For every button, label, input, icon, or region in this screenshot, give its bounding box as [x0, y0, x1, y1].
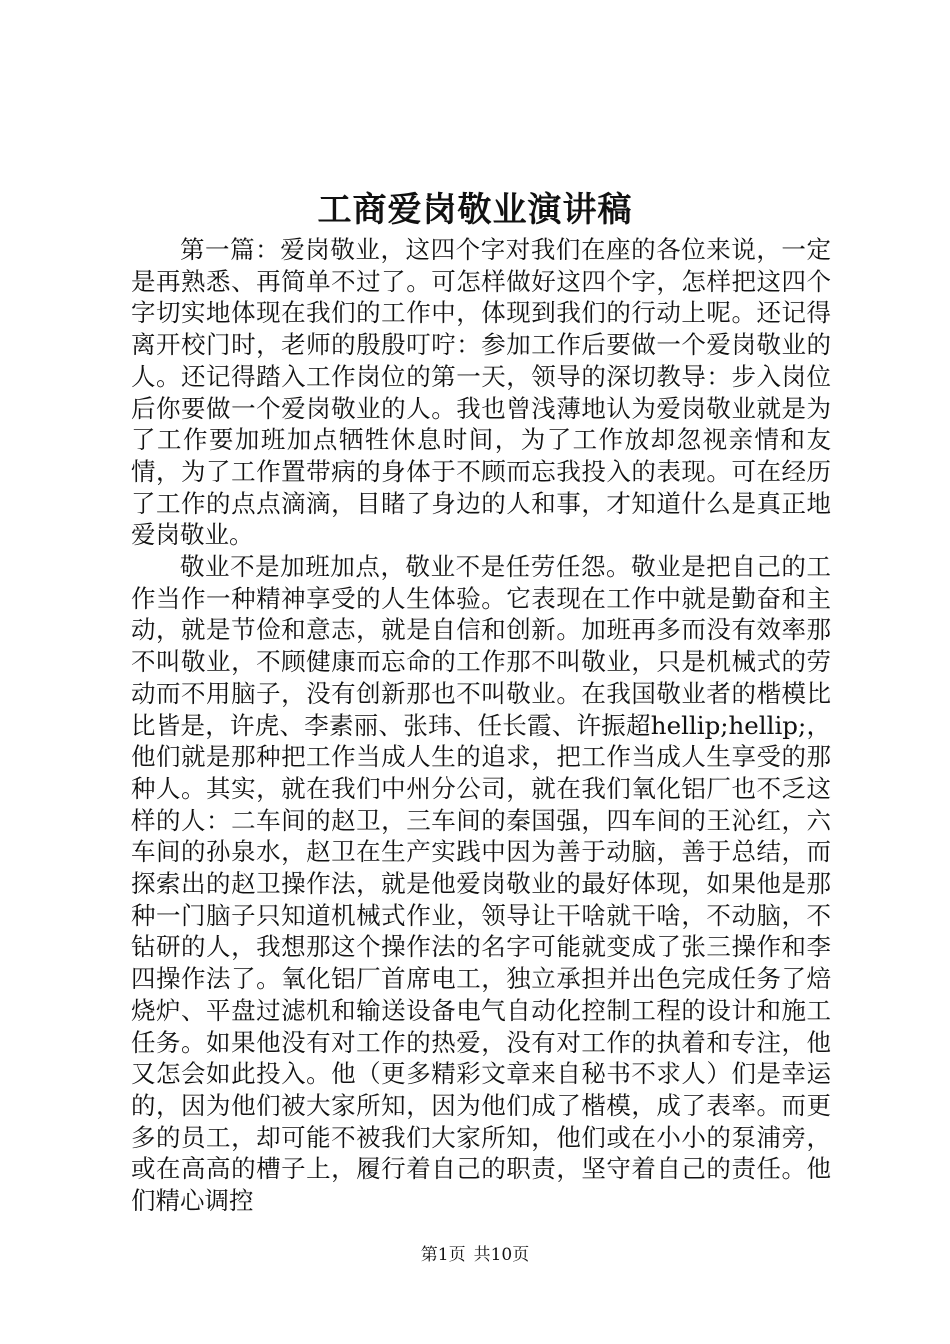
- document-title: 工商爱岗敬业演讲稿: [317, 190, 633, 230]
- page-number: 第1页: [420, 1245, 466, 1265]
- page-footer: [0, 1243, 950, 1267]
- page-count: 共10页: [473, 1245, 530, 1265]
- paragraph-2: 敬业不是加班加点，敬业不是任劳任怨。敬业是把自己的工作当作一种精神享受的人生体验。它表现在工作中就是勤奋和主动，就是节俭和意志，就是自信和创新。加班再多而没有效率那不叫敬业，不顾健康而忘命的工作那不叫敬业，只是机械式的劳动而不用脑子，没有创新那也不叫敬业。在我国敬业者的楷模比比皆是，许虎、李素丽、张玮、任长霞、许振超hellip;hellip;，他们就是那种把工作当成人生的追求，把工作当成人生享受的那种人。其实，就在我们中州分公司，就在我们氧化铝厂也不乏这样的人：二车间的赵卫，三车间的秦国强，四车间的王沁红，六车间的孙泉水，赵卫在生产实践中因为善于动脑，善于总结，而探索出的赵卫操作法，就是他爱岗敬业的最好体现，如果他是那种一门脑子只知道机械式作业，领导让干啥就干啥，不动脑，不钻研的人，我想那这个操作法的名字可能就变成了张三操作和李四操作法了。氧化铝厂首席电工，独立承担并出色完成任务了焙烧炉、平盘过滤机和输送设备电气自动化控制工程的设计和施工任务。如果他没有对工作的热爱，没有对工作的执着和专注，他又怎会如此投入。他（更多精彩文章来自秘书不求人）们是幸运的，因为他们被大家所知，因为他们成了楷模，成了表率。而更多的员工，却可能不被我们大家所知，他们或在小小的泵浦旁，或在高高的槽子上，履行着自己的职责，坚守着自己的责任。他们精心调控: [131, 552, 831, 1216]
- paragraph-1: 第一篇：爱岗敬业，这四个字对我们在座的各位来说，一定是再熟悉、再简单不过了。可怎样做好这四个字，怎样把这四个字切实地体现在我们的工作中，体现到我们的行动上呢。还记得离开校门时，老师的殷殷叮咛：参加工作后要做一个爱岗敬业的人。还记得踏入工作岗位的第一天，领导的深切教导：步入岗位后你要做一个爱岗敬业的人。我也曾浅薄地认为爱岗敬业就是为了工作要加班加点牺牲休息时间，为了工作放却忽视亲情和友情，为了工作置带病的身体于不顾而忘我投入的表现。可在经历了工作的点点滴滴，目睹了身边的人和事，才知道什么是真正地爱岗敬业。: [131, 235, 831, 550]
- document-body: [131, 234, 831, 1217]
